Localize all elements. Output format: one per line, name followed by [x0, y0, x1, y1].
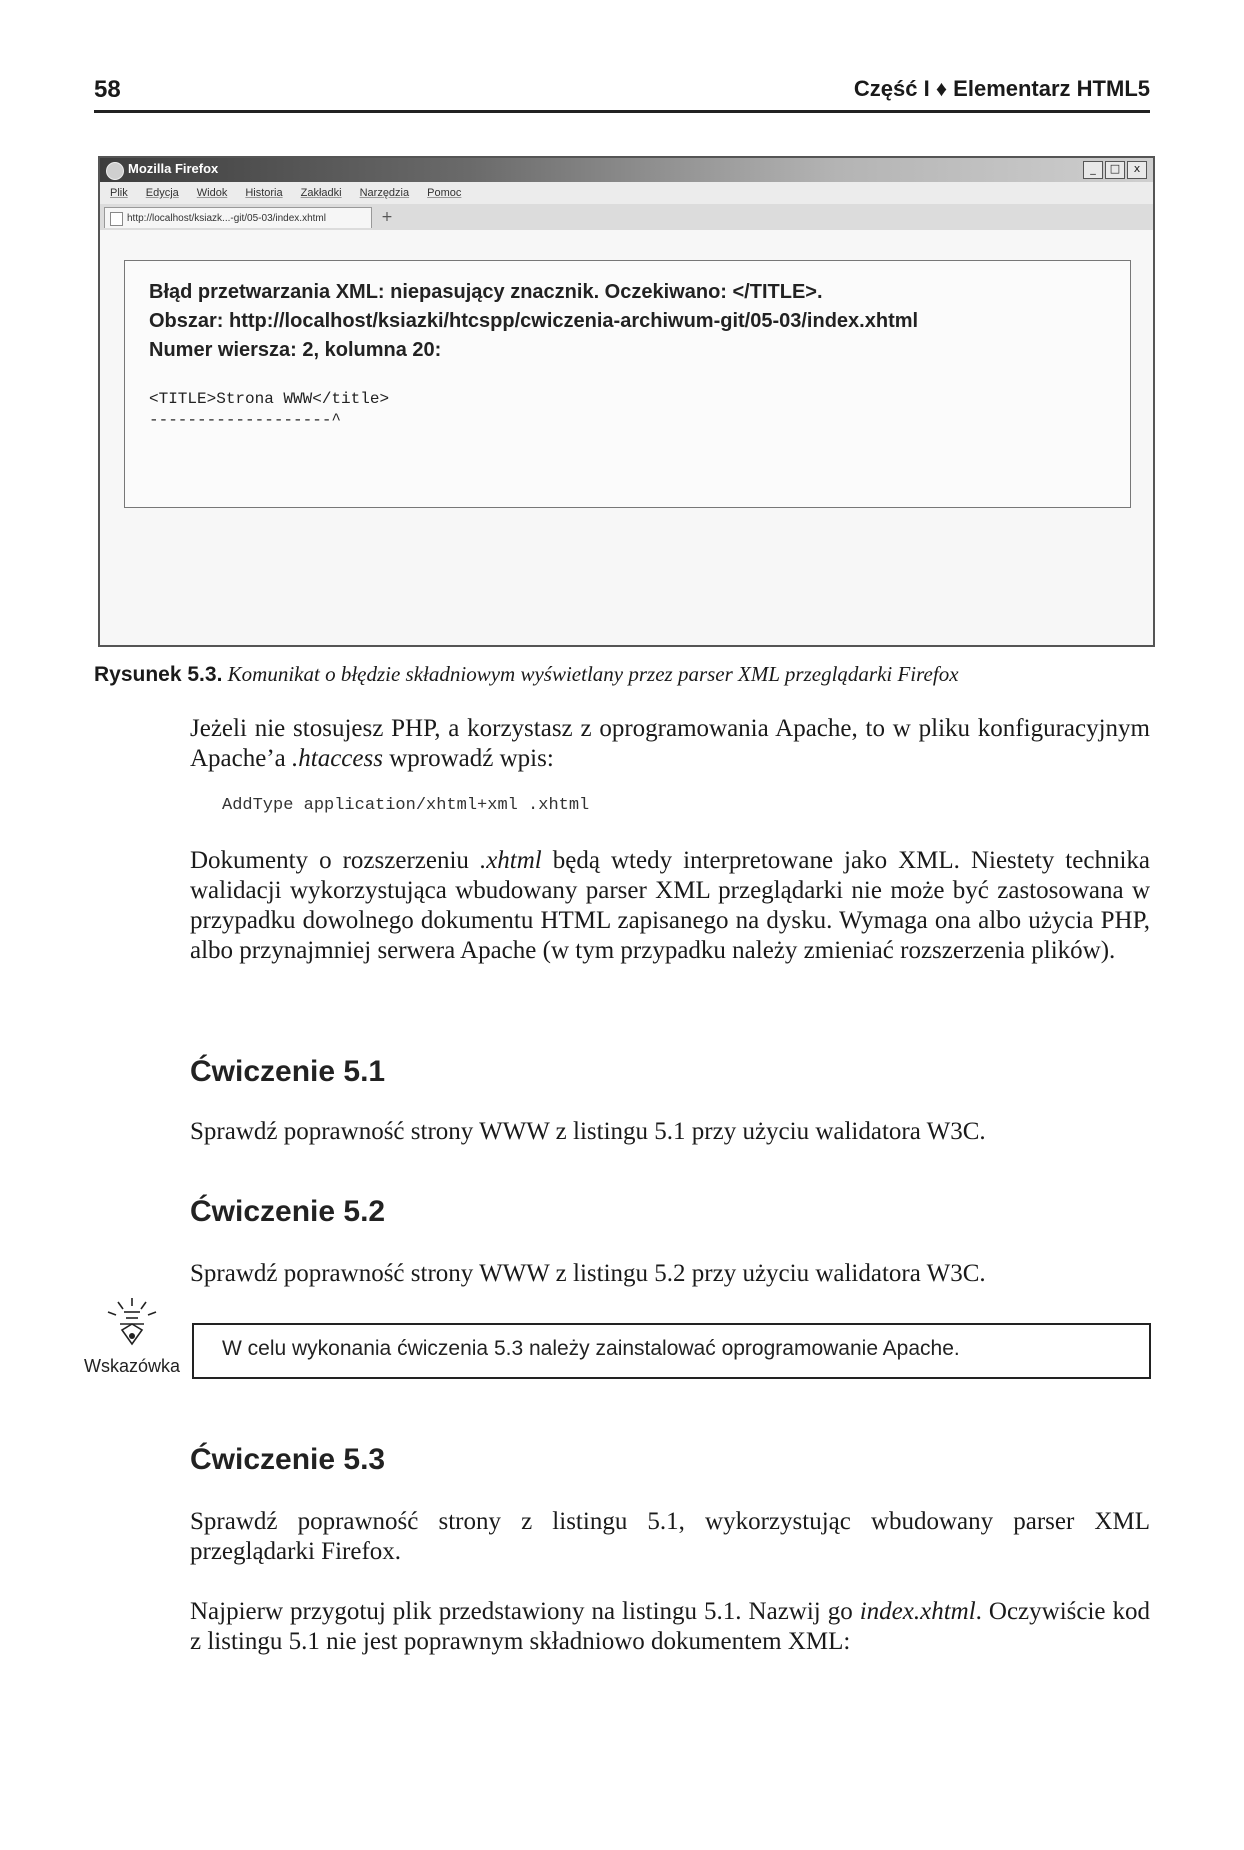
- menu-historia[interactable]: Historia: [245, 187, 283, 199]
- page-number: 58: [94, 76, 121, 103]
- paragraph-xhtml-interpretation: [190, 846, 1150, 966]
- minimize-icon[interactable]: _: [1083, 161, 1103, 179]
- text-run: . Oczywiście kod z listingu 5.1 nie jest poprawnym składniowo dokumentem XML:: [190, 1598, 1150, 1655]
- hint-label: Wskazówka: [84, 1356, 181, 1376]
- figure-caption: [94, 662, 959, 687]
- hint-text: W celu wykonania ćwiczenia 5.3 należy zainstalować oprogramowanie Apache.: [222, 1337, 960, 1360]
- exercise-5-3-text: Sprawdź poprawność strony z listingu 5.1, wykorzystując wbudowany parser XML przeglądarki Firefox.: [190, 1508, 1150, 1565]
- window-title: Mozilla Firefox: [128, 161, 219, 176]
- menu-widok[interactable]: Widok: [196, 187, 228, 199]
- error-source-line: <TITLE>Strona WWW</title>: [149, 390, 390, 408]
- error-pointer-line: -------------------^: [149, 411, 342, 429]
- close-icon[interactable]: x: [1127, 161, 1147, 179]
- extension-xhtml: .xhtml: [479, 847, 542, 874]
- page-icon: [110, 212, 123, 226]
- running-title: Część I ♦ Elementarz HTML5: [853, 76, 1150, 101]
- menu-edycja[interactable]: Edycja: [145, 187, 179, 199]
- firefox-window: [98, 156, 1155, 647]
- caption-text: Komunikat o błędzie składniowym wyświetlany przez parser XML przeglądarki Firefox: [227, 662, 959, 686]
- maximize-icon[interactable]: □: [1105, 161, 1125, 179]
- exercise-5-2-heading: Ćwiczenie 5.2: [190, 1195, 386, 1228]
- filename-index-xhtml: index.xhtml: [859, 1598, 976, 1625]
- menu-narzedzia[interactable]: Narzędzia: [359, 187, 410, 199]
- header-rule: [94, 110, 1150, 113]
- error-location: Obszar: http://localhost/ksiazki/htcspp/cwiczenia-archiwum-git/05-03/index.xhtml: [149, 310, 919, 332]
- text-run: będą wtedy interpretowane jako XML. Niestety technika walidacji wykorzystująca wbudowany parser XML przeglądarki nie może być zastosowana w przypadku dowolnego dokumentu HTML zapisanego na dysku. Wymaga ona albo użycia PHP, albo przynajmniej serwera Apache (w tym przypadku należy zmieniać rozszerzenia plików).: [190, 847, 1150, 964]
- paragraph-prepare-file: [190, 1597, 1150, 1657]
- new-tab-icon[interactable]: +: [381, 209, 393, 225]
- code-addtype: AddType application/xhtml+xml .xhtml: [222, 796, 590, 815]
- tab-bar: [100, 204, 1153, 231]
- text-run: Jeżeli nie stosujesz PHP, a korzystasz z oprogramowania Apache, to w pliku konfiguracyjnym Apache’a: [190, 715, 1150, 772]
- tab-label: http://localhost/ksiazk...-git/05-03/index.xhtml: [127, 213, 326, 224]
- window-title-bar: [100, 158, 1153, 182]
- error-line-number: Numer wiersza: 2, kolumna 20:: [149, 339, 442, 361]
- exercise-5-1-heading: Ćwiczenie 5.1: [190, 1055, 386, 1088]
- caption-label: Rysunek 5.3.: [94, 663, 223, 686]
- tab-index-xhtml[interactable]: [104, 207, 372, 228]
- text-run: Najpierw przygotuj plik przedstawiony na listingu 5.1. Nazwij go: [190, 1598, 860, 1625]
- filename-htaccess: .htaccess: [292, 745, 383, 772]
- error-message: Błąd przetwarzania XML: niepasujący znacznik. Oczekiwano: </TITLE>.: [149, 281, 823, 303]
- exercise-5-1-text: Sprawdź poprawność strony WWW z listingu 5.1 przy użyciu walidatora W3C.: [190, 1118, 986, 1145]
- xml-error-box: [124, 260, 1131, 508]
- menu-plik[interactable]: Plik: [110, 187, 128, 199]
- menu-pomoc[interactable]: Pomoc: [427, 187, 462, 199]
- window-controls: [1083, 161, 1147, 179]
- menu-zakladki[interactable]: Zakładki: [300, 187, 342, 199]
- exercise-5-3-heading: Ćwiczenie 5.3: [190, 1443, 386, 1476]
- text-run: Dokumenty o rozszerzeniu: [190, 847, 480, 874]
- firefox-logo-icon: [106, 162, 124, 180]
- exercise-5-2-text: Sprawdź poprawność strony WWW z listingu 5.2 przy użyciu walidatora W3C.: [190, 1260, 986, 1287]
- lightbulb-hint-icon: [100, 1296, 164, 1348]
- menu-bar: [100, 182, 1153, 204]
- paragraph-htaccess: [190, 714, 1150, 774]
- text-run: wprowadź wpis:: [382, 745, 554, 772]
- browser-content: [100, 230, 1153, 645]
